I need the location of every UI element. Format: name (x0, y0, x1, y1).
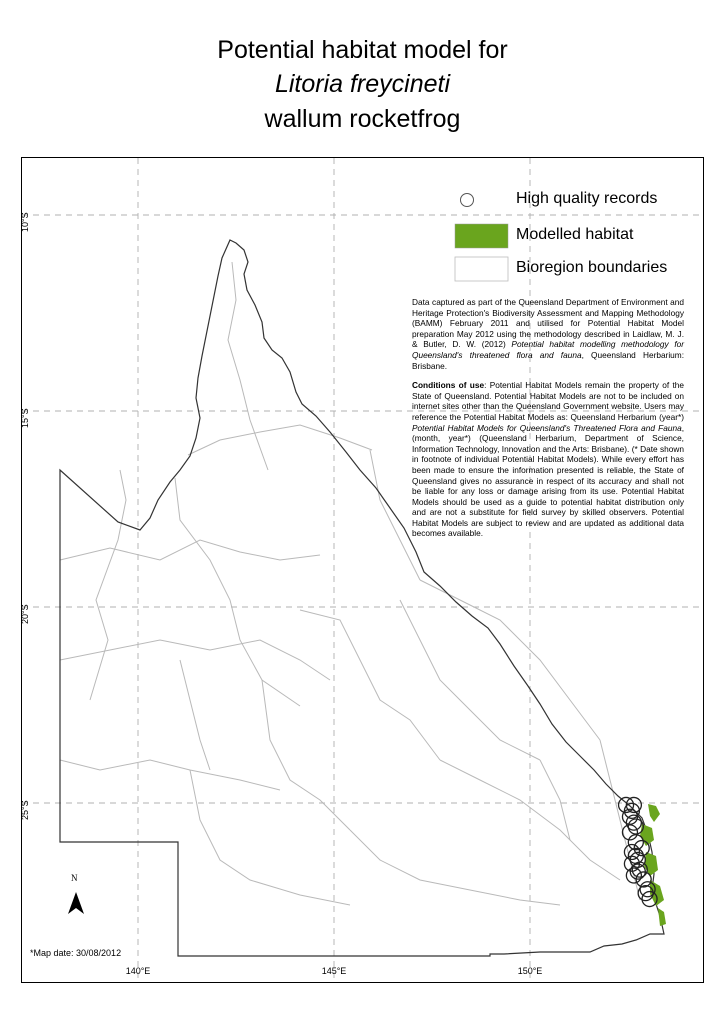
species-scientific-name: Litoria freycineti (274, 70, 451, 98)
data-source-note: Data captured as part of the Queensland Department of Environment and Heritage Protection's Biodiversity Assessment and Mapping Methodology (BAMM) February 2011 and utilised for Potential Habitat Model preparation May 2012 using the methodology described in Laidlaw, M. J. & Butler, D. W. (2012) Potential habitat modelling methodology for Queensland's threatened flora and fauna, Queensland Herbarium: Brisbane. (412, 297, 685, 371)
legend-habitat-swatch (455, 224, 508, 248)
graticule (22, 158, 703, 982)
lat-label-25: 25°S (20, 800, 30, 820)
map-date: *Map date: 30/08/2012 (30, 948, 122, 958)
legend-label-bioregion: Bioregion boundaries (516, 259, 668, 276)
north-arrow (68, 892, 84, 914)
lon-label-140: 140°E (125, 966, 151, 976)
data-notes (412, 297, 684, 548)
legend-label-records: High quality records (516, 190, 658, 207)
map-title: Potential habitat model for (217, 36, 508, 64)
legend-label-habitat: Modelled habitat (516, 226, 634, 243)
legend-record-swatch (461, 194, 474, 207)
lat-label-20: 20°S (20, 604, 30, 624)
species-common-name: wallum rocketfrog (264, 105, 461, 133)
lon-label-145: 145°E (321, 966, 347, 976)
lat-label-10: 10°S (20, 212, 30, 232)
north-label: N (71, 873, 78, 883)
conditions-of-use: Conditions of use: Potential Habitat Models remain the property of the State of Queensland. Potential Habitat Models are not to be included on internet sites other than the Queensland Government website. Users may reference the Potential Habitat Models as: Queensland Herbarium (year*) Potential Habitat Models for Queensland's Threatened Flora and Fauna, (month, year*) (Queensland Herbarium, Department of Science, Information Technology, Innovation and the Arts: Brisbane). (* Date shown in footnote of individual Potential Habitat Models). While every effort has been made to ensure the information presented is reliable, the State of Queensland gives no assurance in respect of its accuracy and shall not be liable for any loss or damage arising from its use. Potential Habitat Models should be used as a guide to potential habitat distribution only and are not a substitute for field survey by skilled observers. Potential Habitat Models are subject to review and are updated as additional data becomes available. (412, 380, 684, 539)
legend-bioregion-swatch (455, 257, 508, 281)
lon-label-150: 150°E (517, 966, 543, 976)
lat-label-15: 15°S (20, 408, 30, 428)
conditions-heading: Conditions of use (412, 380, 485, 391)
